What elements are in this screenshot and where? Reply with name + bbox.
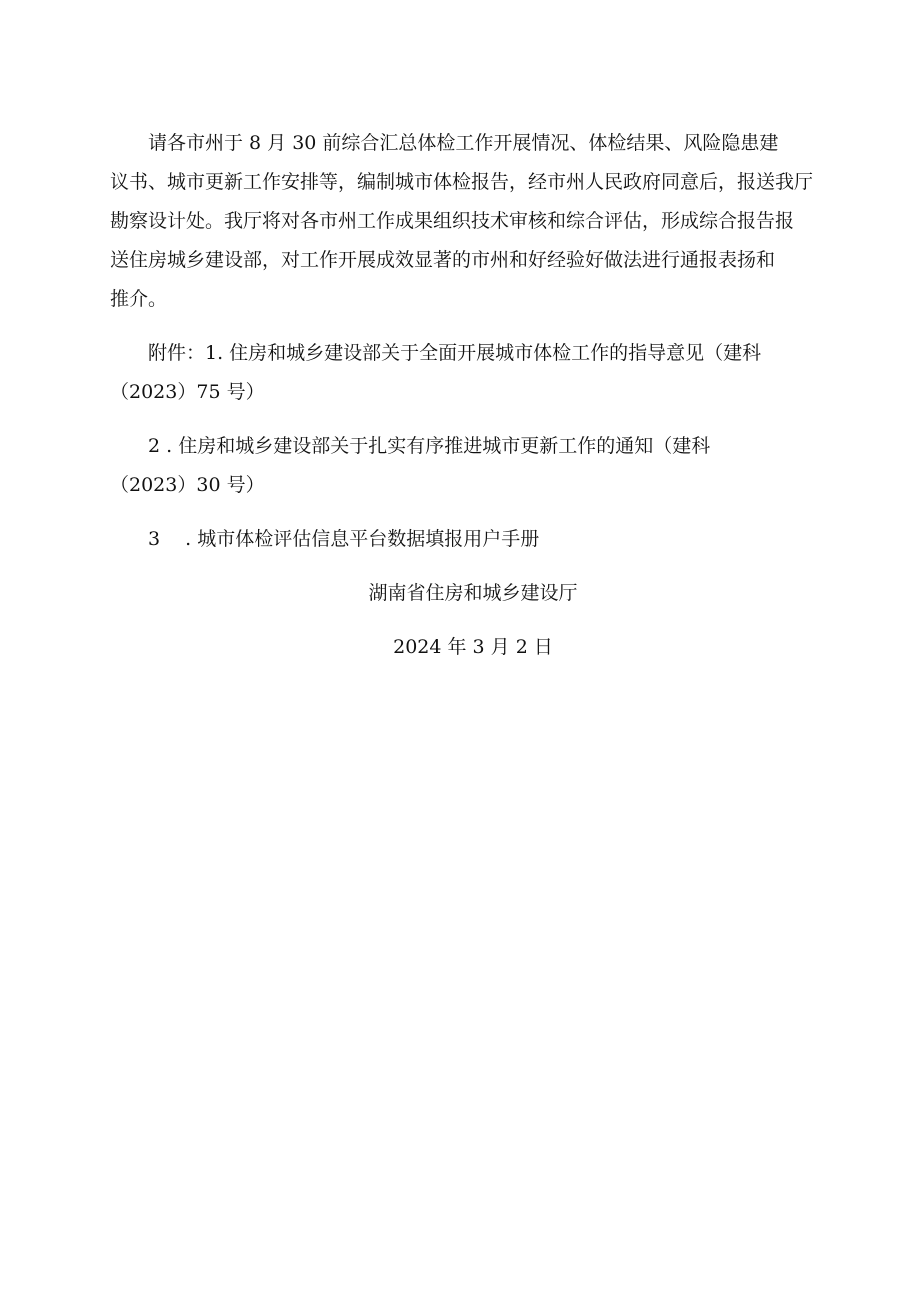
attachment-2 [110, 427, 816, 505]
signature-organization: 湖南省住房和城乡建设厅 [368, 582, 578, 604]
paragraph-line-4: 送住房城乡建设部，对工作开展成效显著的市州和好经验好做法进行通报表扬和 [110, 249, 776, 271]
main-paragraph [110, 124, 816, 319]
attachment-2-line-2: （2023）30 号） [110, 474, 265, 496]
attachment-1-line-2: （2023）75 号） [110, 381, 265, 403]
attachment-3 [110, 520, 816, 559]
attachment-1 [110, 334, 816, 412]
attachment-3-line: 3 . 城市体检评估信息平台数据填报用户手册 [148, 528, 540, 550]
signature-date: 2024 年 3 月 2 日 [393, 636, 553, 658]
paragraph-line-1: 请各市州于 8 月 30 前综合汇总体检工作开展情况、体检结果、风险隐患建 [148, 132, 779, 154]
paragraph-line-5: 推介。 [110, 288, 168, 310]
document-page [110, 124, 816, 667]
paragraph-line-3: 勘察设计处。我厅将对各市州工作成果组织技术审核和综合评估，形成综合报告报 [110, 210, 795, 232]
attachment-2-line-1: 2 . 住房和城乡建设部关于扎实有序推进城市更新工作的通知（建科 [148, 435, 711, 457]
paragraph-line-2: 议书、城市更新工作安排等，编制城市体检报告，经市州人民政府同意后，报送我厅 [110, 171, 814, 193]
attachment-1-line-1: 附件：1. 住房和城乡建设部关于全面开展城市体检工作的指导意见（建科 [148, 342, 762, 364]
